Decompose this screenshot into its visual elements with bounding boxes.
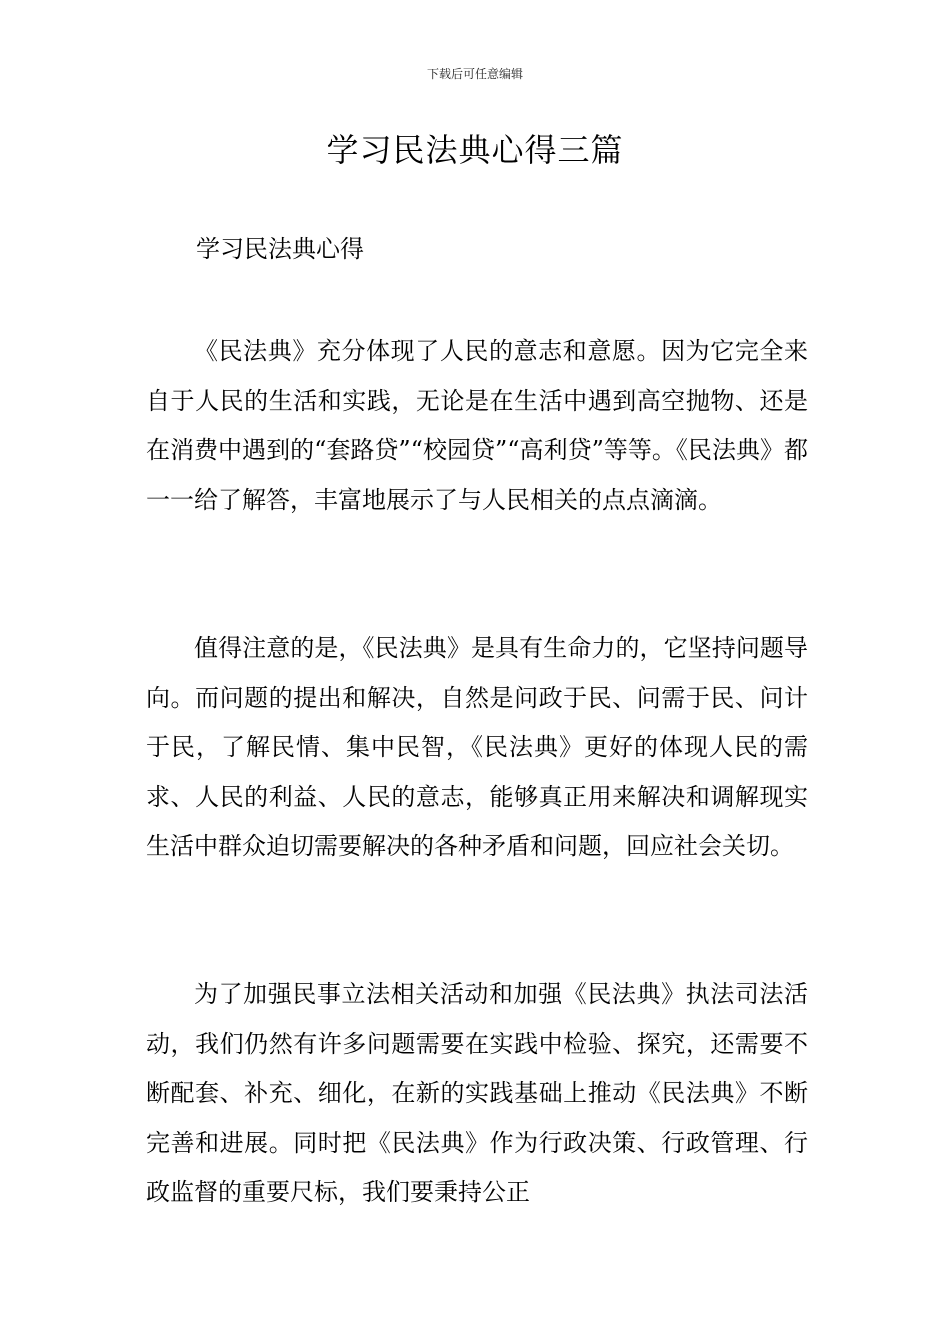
document-title: 学习民法典心得三篇 — [326, 131, 624, 169]
header-note: 下载后可任意编辑 — [426, 67, 523, 81]
body-paragraph: 《民法典》充分体现了人民的意志和意愿。因为它完全来自于人民的生活和实践，无论是在生活中遇到高空抛物、还是在消费中遇到的“套路贷”“校园贷”“高利贷”等等。《民法典》都一一给了解答，丰富地展示了与人民相关的点点滴滴。 — [146, 337, 808, 514]
body-paragraph: 值得注意的是，《民法典》是具有生命力的，它坚持问题导向。而问题的提出和解决，自然是问政于民、问需于民、问计于民，了解民情、集中民智，《民法典》更好的体现人民的需求、人民的利益、人民的意志，能够真正用来解决和调解现实生活中群众迫切需要解决的各种矛盾和问题，回应社会关切。 — [146, 634, 808, 861]
body-paragraph: 为了加强民事立法相关活动和加强《民法典》执法司法活动，我们仍然有许多问题需要在实践中检验、探究，还需要不断配套、补充、细化，在新的实践基础上推动《民法典》不断完善和进展。同时把《民法典》作为行政决策、行政管理、行政监督的重要尺标，我们要秉持公正 — [146, 980, 808, 1207]
section-subtitle: 学习民法典心得 — [196, 235, 364, 263]
